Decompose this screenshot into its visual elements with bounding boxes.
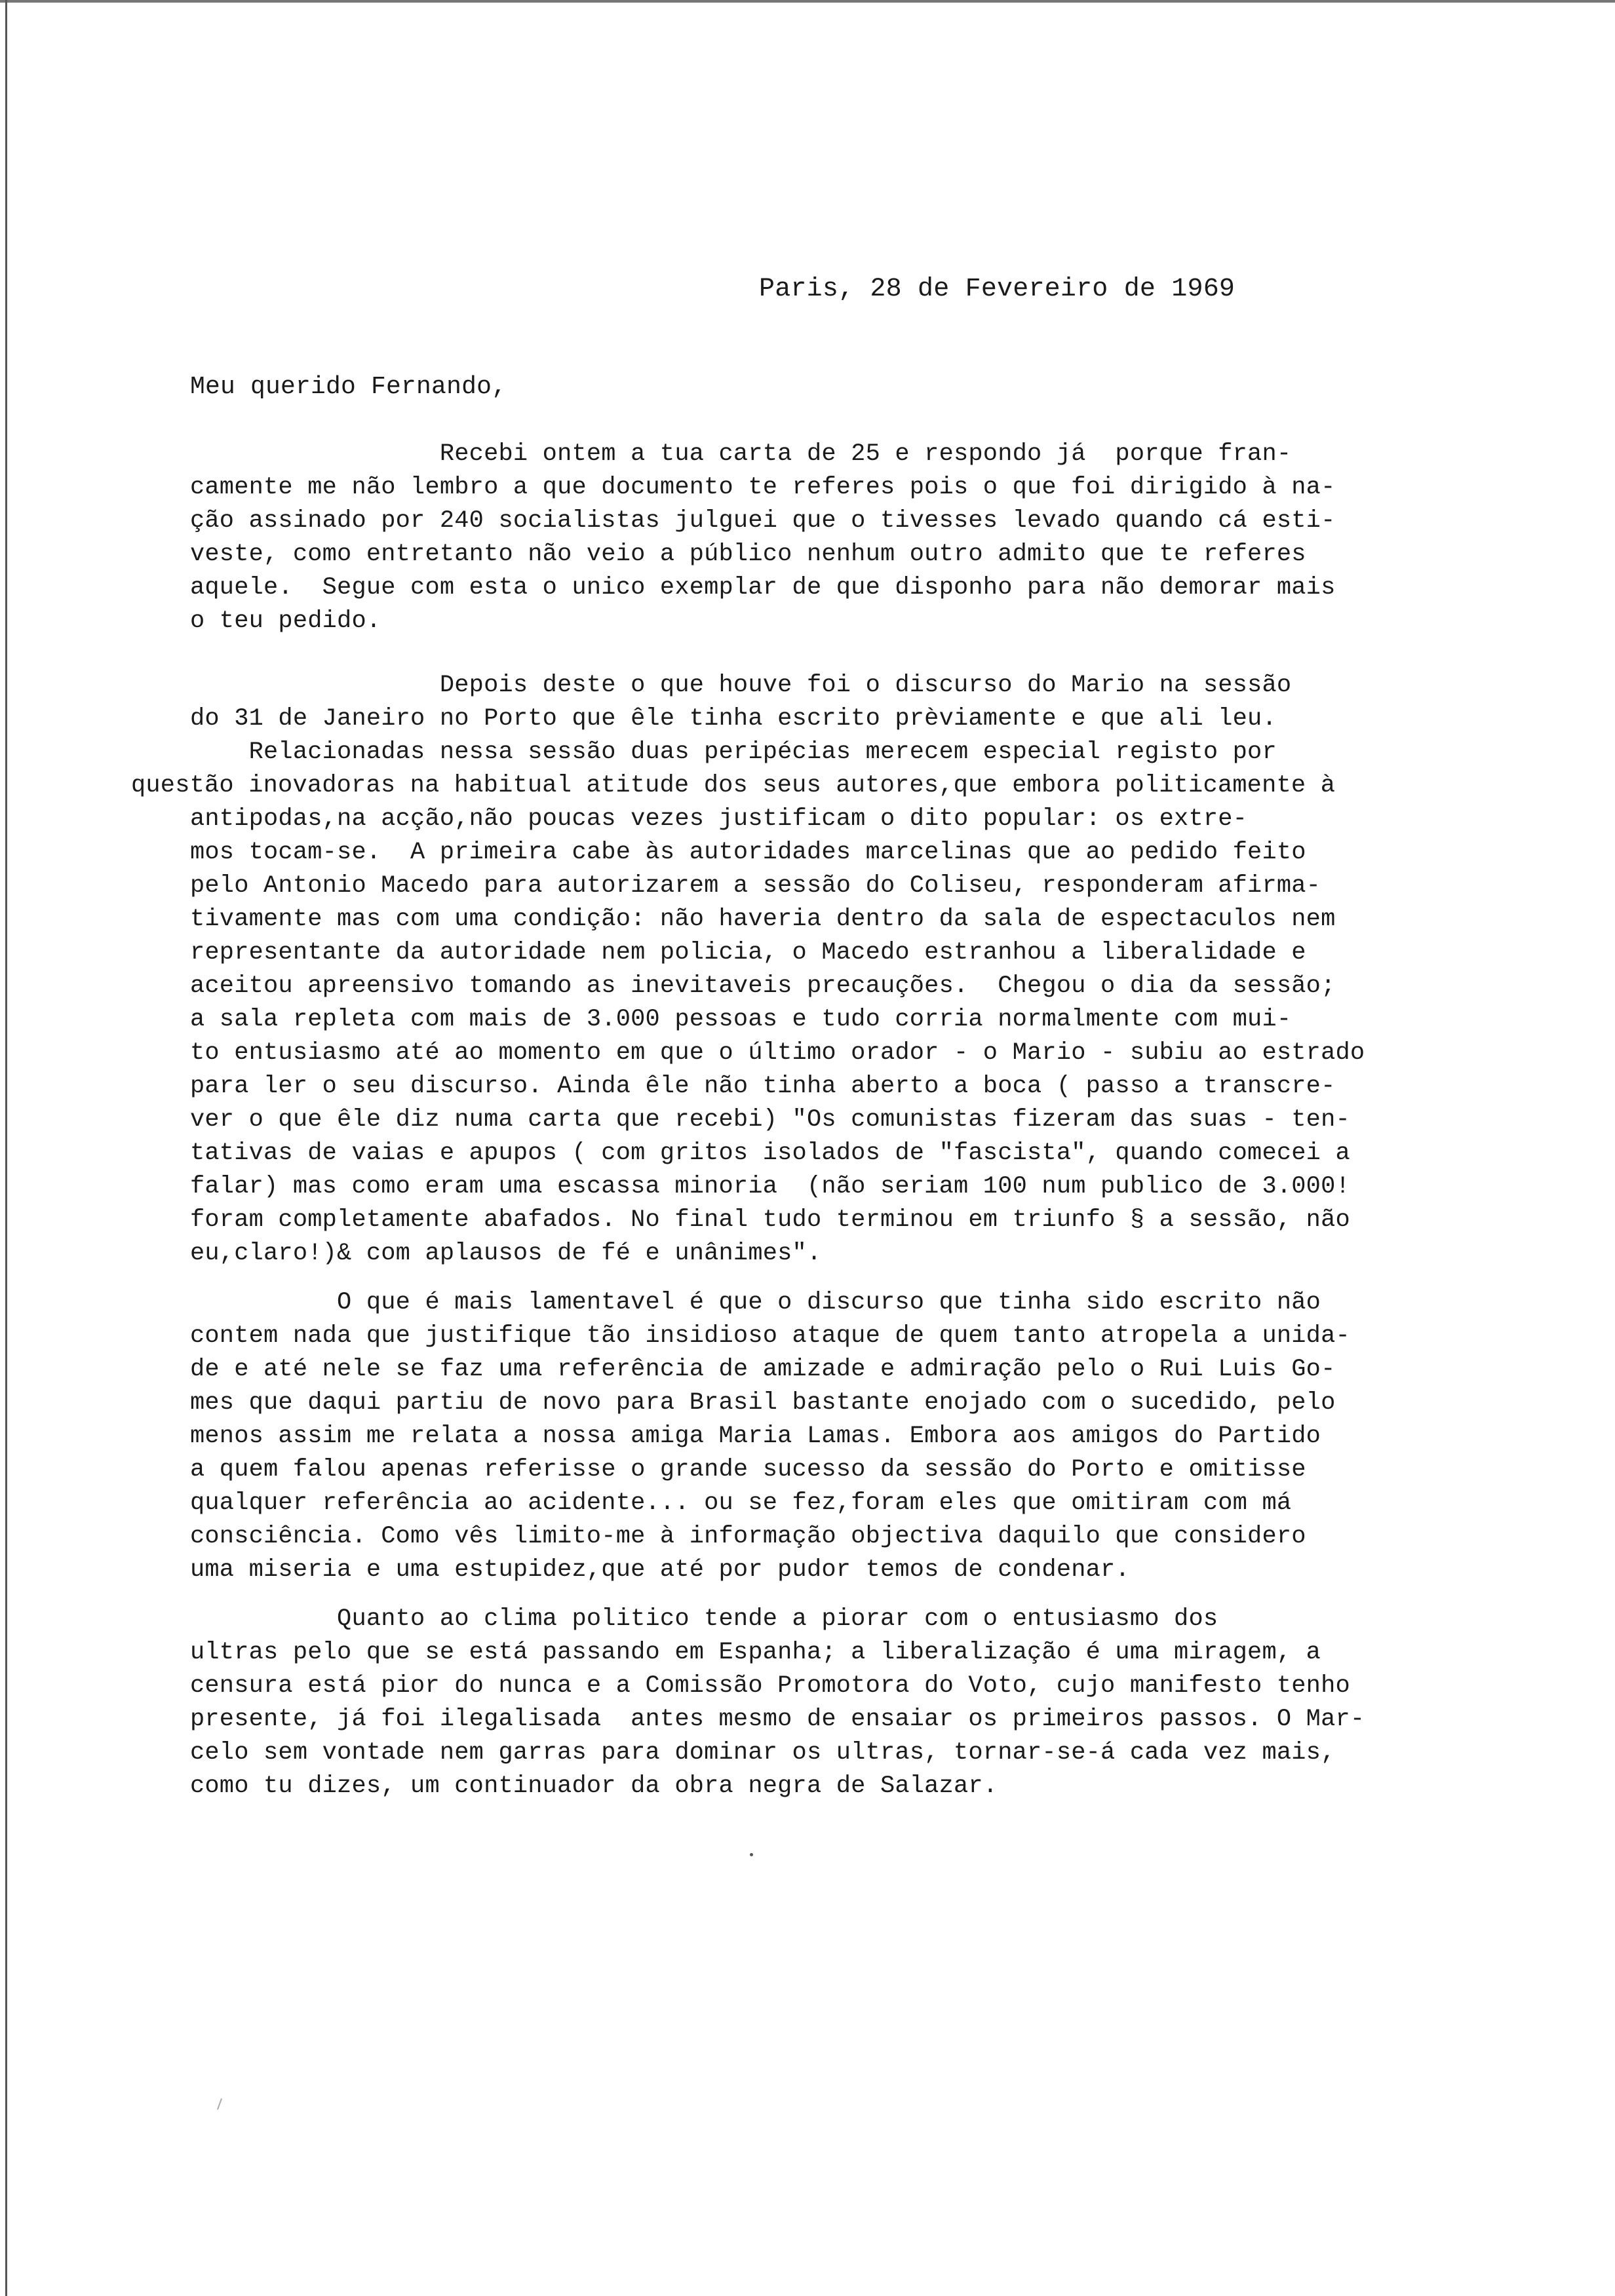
paragraph-line: mes que daqui partiu de novo para Brasil bastante enojado com o sucedido, pelo <box>190 1389 1336 1417</box>
paragraph-line: censura está pior do nunca e a Comissão Promotora do Voto, cujo manifesto tenho <box>190 1672 1350 1700</box>
paragraph-line: o teu pedido. <box>190 607 381 635</box>
paragraph-line: para ler o seu discurso. Ainda êle não tinha aberto a boca ( passo a transcre- <box>190 1073 1336 1100</box>
paragraph-line: Recebi ontem a tua carta de 25 e respondo já porque fran- <box>190 440 1292 468</box>
paragraph-line: antipodas,na acção,não poucas vezes justificam o dito popular: os extre- <box>190 805 1248 833</box>
paragraph-line: tativas de vaias e apupos ( com gritos isolados de "fascista", quando comecei a <box>190 1139 1350 1167</box>
paragraph-line: O que é mais lamentavel é que o discurso que tinha sido escrito não <box>190 1289 1321 1316</box>
letter-salutation: Meu querido Fernando, <box>190 373 507 401</box>
paragraph-line: ção assinado por 240 socialistas julguei que o tivesses levado quando cá esti- <box>190 507 1336 535</box>
paragraph-line: como tu dizes, um continuador da obra negra de Salazar. <box>190 1772 998 1800</box>
letter-date: Paris, 28 de Fevereiro de 1969 <box>759 275 1236 304</box>
paragraph-line: ultras pelo que se está passando em Espanha; a liberalização é uma miragem, a <box>190 1639 1321 1666</box>
paragraph-line: pelo Antonio Macedo para autorizarem a sessão do Coliseu, responderam afirma- <box>190 872 1321 900</box>
paragraph-line: Quanto ao clima politico tende a piorar com o entusiasmo dos <box>190 1605 1218 1633</box>
stray-ink-dot <box>750 1853 753 1856</box>
paragraph-line: questão inovadoras na habitual atitude dos seus autores,que embora politicamente à <box>131 772 1336 799</box>
paragraph-line: a sala repleta com mais de 3.000 pessoas e tudo corria normalmente com mui- <box>190 1006 1292 1033</box>
paragraph-line: qualquer referência ao acidente... ou se fez,foram eles que omitiram com má <box>190 1489 1292 1517</box>
paragraph-line: celo sem vontade nem garras para dominar os ultras, tornar-se-á cada vez mais, <box>190 1739 1336 1767</box>
paragraph-line: falar) mas como eram uma escassa minoria (não seriam 100 num publico de 3.000! <box>190 1173 1350 1200</box>
paragraph-line: representante da autoridade nem policia, o Macedo estranhou a liberalidade e <box>190 939 1306 966</box>
paragraph-line: uma miseria e uma estupidez,que até por pudor temos de condenar. <box>190 1556 1130 1584</box>
paragraph-4 <box>190 1603 1365 1803</box>
paragraph-line: ver o que êle diz numa carta que recebi) "Os comunistas fizeram das suas - ten- <box>190 1106 1350 1134</box>
paragraph-line: contem nada que justifique tão insidioso ataque de quem tanto atropela a unida- <box>190 1322 1350 1350</box>
paragraph-line: do 31 de Janeiro no Porto que êle tinha escrito prèviamente e que ali leu. <box>190 705 1277 733</box>
paragraph-line: to entusiasmo até ao momento em que o último orador - o Mario - subiu ao estrado <box>190 1039 1365 1067</box>
paragraph-line: Depois deste o que houve foi o discurso do Mario na sessão <box>190 672 1292 699</box>
paragraph-line: consciência. Como vês limito-me à informação objectiva daquilo que considero <box>190 1523 1306 1550</box>
paragraph-line: foram completamente abafados. No final tudo terminou em triunfo § a sessão, não <box>190 1206 1350 1234</box>
paragraph-line: aceitou apreensivo tomando as inevitaveis precauções. Chegou o dia da sessão; <box>190 972 1336 1000</box>
paragraph-line: mos tocam-se. A primeira cabe às autoridades marcelinas que ao pedido feito <box>190 839 1306 866</box>
paragraph-line: aquele. Segue com esta o unico exemplar de que disponho para não demorar mais <box>190 574 1336 602</box>
paragraph-line: a quem falou apenas referisse o grande sucesso da sessão do Porto e omitisse <box>190 1456 1306 1483</box>
paragraph-line: camente me não lembro a que documento te referes pois o que foi dirigido à na- <box>190 474 1336 501</box>
paragraph-3 <box>190 1286 1350 1587</box>
paragraph-2 <box>131 669 1365 1271</box>
paragraph-line: menos assim me relata a nossa amiga Maria Lamas. Embora aos amigos do Partido <box>190 1423 1321 1450</box>
paragraph-line: tivamente mas com uma condição: não haveria dentro da sala de espectaculos nem <box>190 906 1336 933</box>
paragraph-line: Relacionadas nessa sessão duas peripécias merecem especial registo por <box>190 738 1277 766</box>
paragraph-1 <box>190 438 1335 638</box>
paragraph-line: eu,claro!)& com aplausos de fé e unânimes". <box>190 1240 822 1267</box>
paragraph-line: de e até nele se faz uma referência de amizade e admiração pelo o Rui Luis Go- <box>190 1356 1336 1383</box>
paragraph-line: veste, como entretanto não veio a público nenhum outro admito que te referes <box>190 541 1306 568</box>
paragraph-line: presente, já foi ilegalisada antes mesmo de ensaiar os primeiros passos. O Mar- <box>190 1706 1365 1733</box>
